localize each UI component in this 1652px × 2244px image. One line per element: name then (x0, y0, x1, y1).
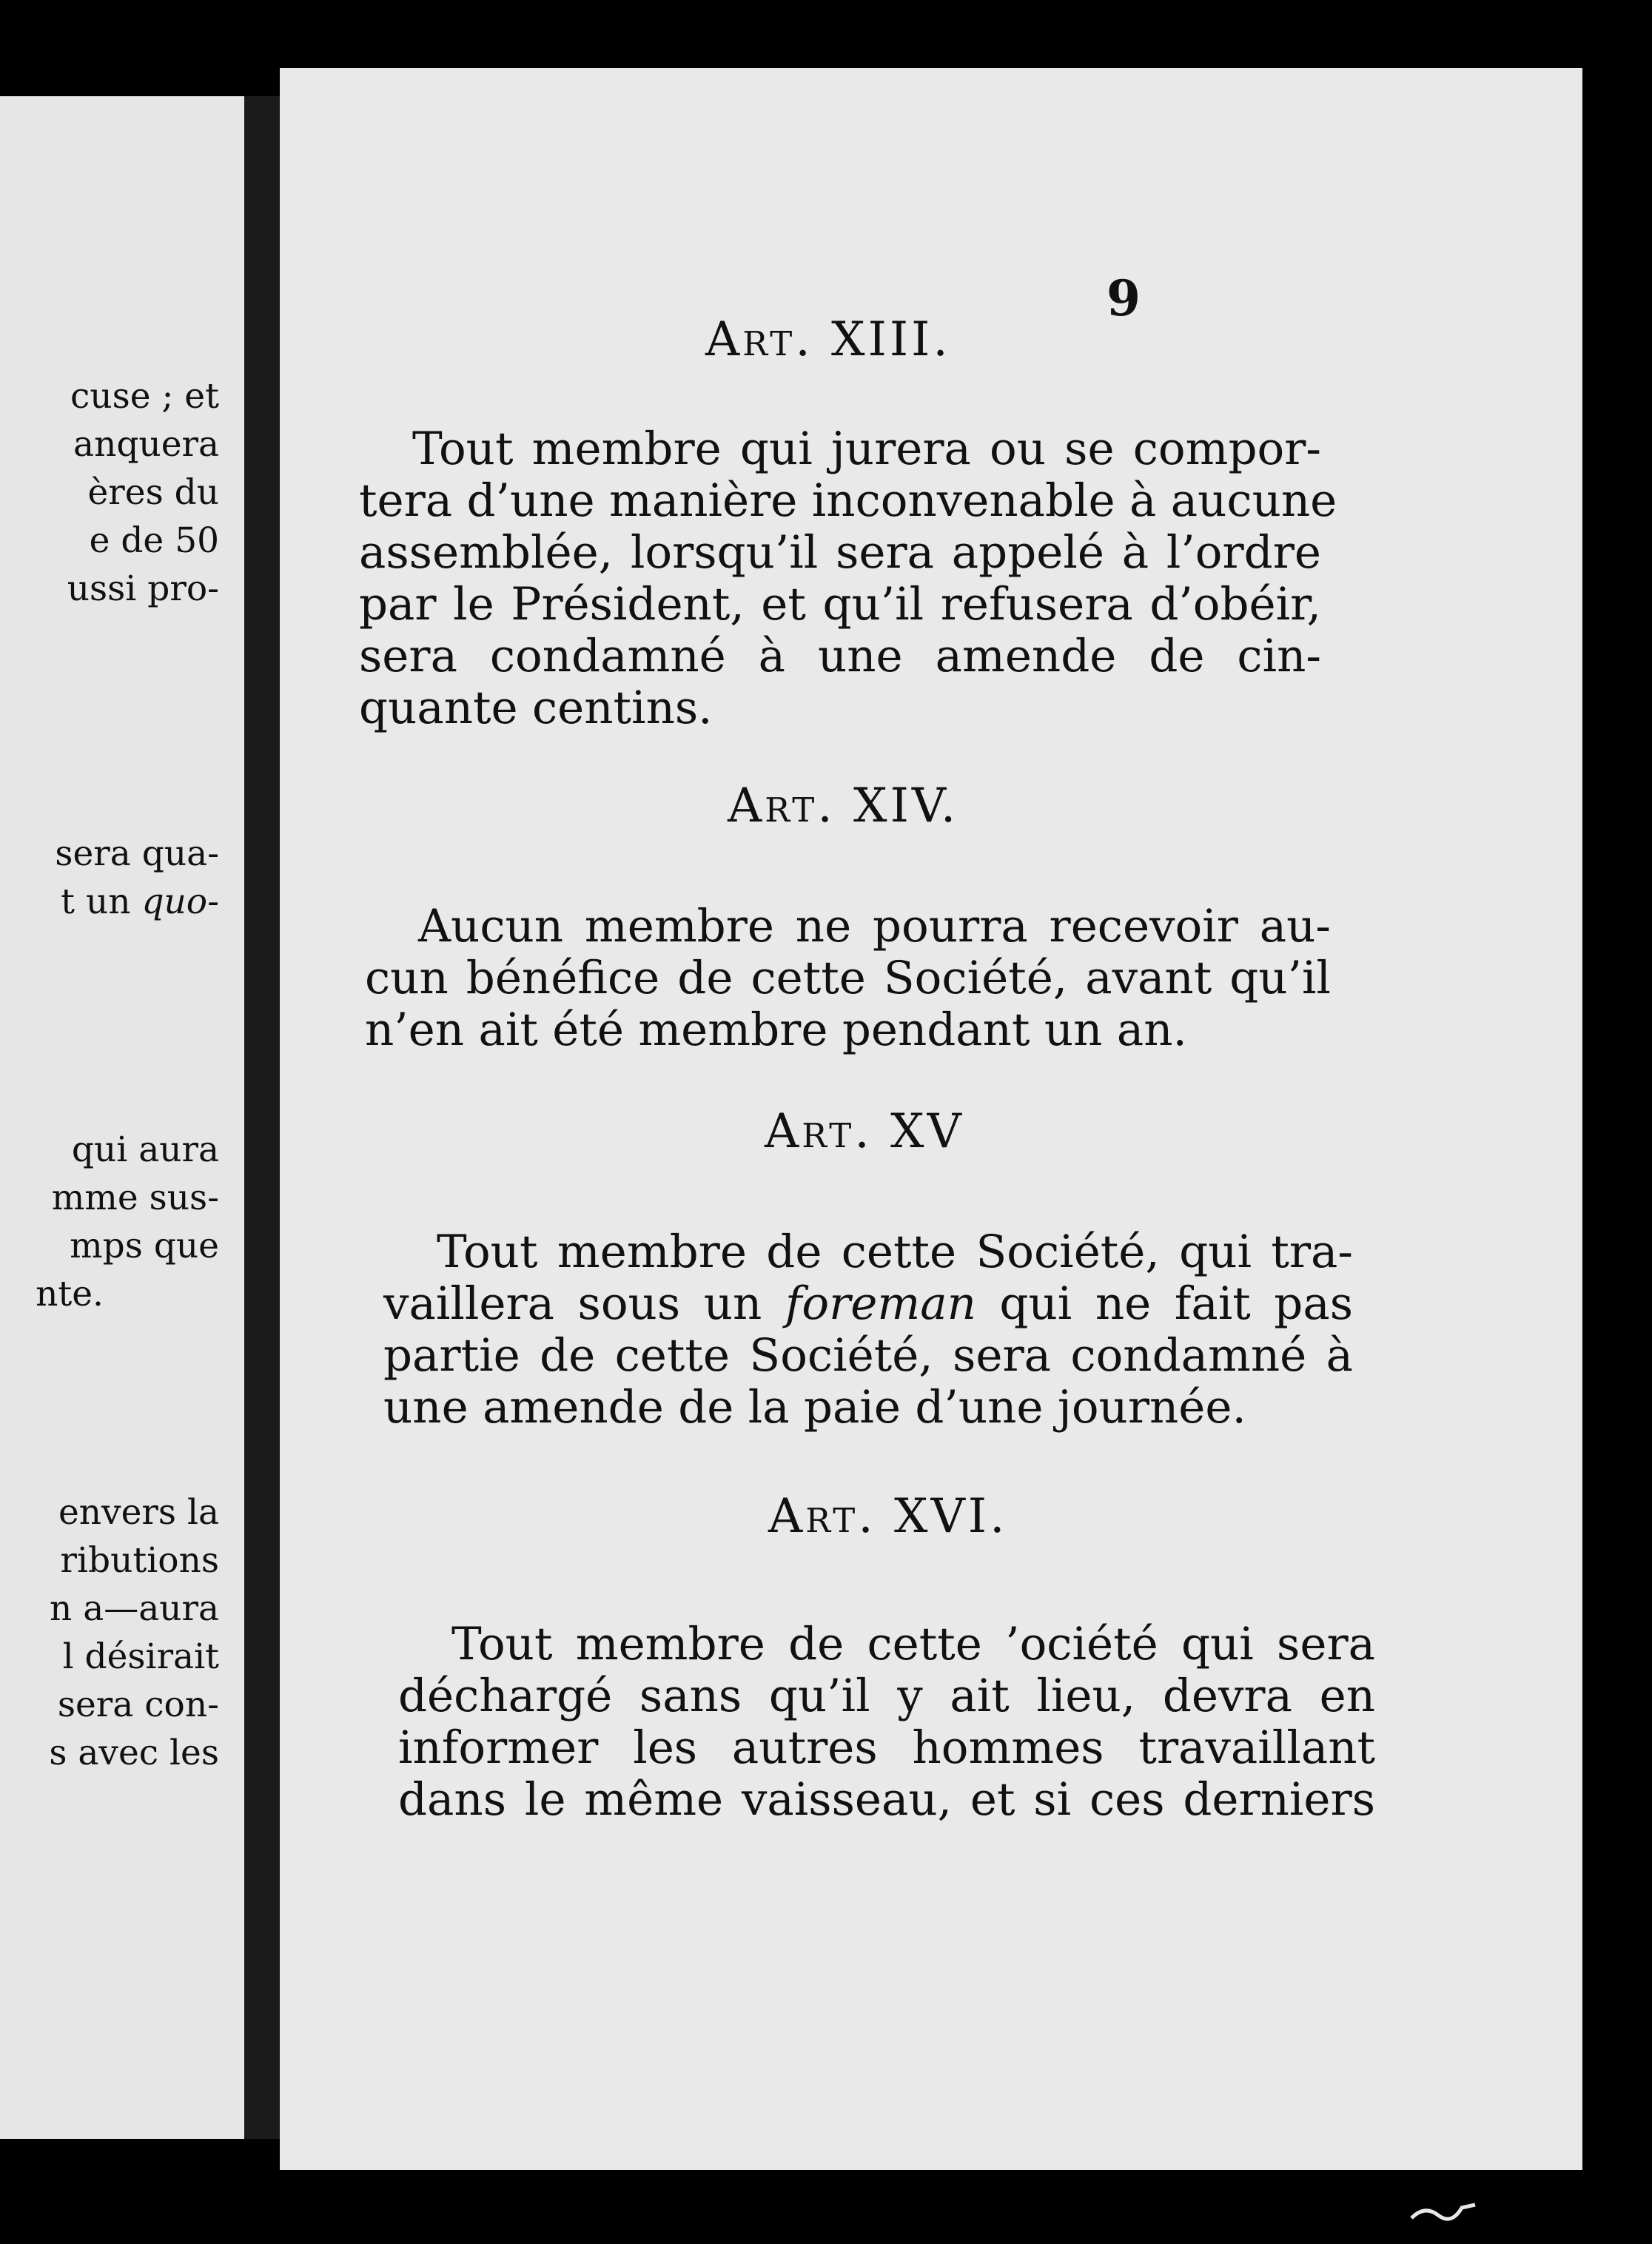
left-text-line: nte. (36, 1274, 104, 1314)
text-line-with-italic: vaillera sous un foreman qui ne fait pas (383, 1277, 1353, 1330)
article-paragraph: Aucun membre ne pourra recevoir au- cun bénéfice de cette Société, avant qu’il n’en ait été membre pendant un an. (365, 900, 1331, 1056)
left-text-line: mme sus- (51, 1178, 219, 1218)
left-text-line: s avec les (49, 1733, 219, 1773)
left-text-line: e de 50 (89, 520, 219, 561)
page-number: 9 (1107, 269, 1141, 327)
left-text-line: l désirait (62, 1636, 219, 1677)
article-paragraph: Tout membre de cette ’ociété qui sera déchargé sans qu’il y ait lieu, devra en informer les autres hommes travaillant dans le même vaisseau, et si ces derniers (398, 1618, 1375, 1826)
left-text-line: qui aura (71, 1129, 219, 1170)
left-text-line: t un quo- (61, 881, 219, 922)
left-text-line: n a—aura (49, 1588, 219, 1629)
left-page (0, 96, 244, 2139)
left-text-line: sera con- (57, 1684, 219, 1725)
article-heading: Art. XIII. (705, 312, 951, 367)
article-heading: Art. XVI. (768, 1489, 1008, 1544)
article-paragraph: Tout membre de cette Société, qui tra- vaillera sous un foreman qui ne fait pas partie de cette Société, sera condamné à une amende de la paie d’une journée. (383, 1226, 1353, 1434)
film-scratch-mark (1410, 2202, 1477, 2223)
left-text-line: ussi pro- (67, 568, 219, 609)
left-text-line: mps que (70, 1226, 219, 1266)
left-text-line: cuse ; et (70, 376, 219, 417)
left-text-line: ères du (87, 472, 219, 513)
article-heading: Art. XIV. (728, 779, 959, 833)
left-text-line: anquera (73, 424, 219, 465)
article-paragraph: Tout membre qui jurera ou se compor- tera d’une manière inconvenable à aucune assemblée, lorsqu’il sera appelé à l’ordre par le Président, et qu’il refusera d’obéir, sera condamné à une amende de cin- quante centins. (359, 423, 1337, 734)
right-page (280, 68, 1582, 2170)
book-spine (244, 96, 280, 2139)
left-text-line: ributions (60, 1540, 219, 1581)
left-text-line: sera qua- (55, 833, 219, 874)
left-text-line: envers la (58, 1492, 219, 1533)
article-heading: Art. XV (765, 1104, 964, 1159)
